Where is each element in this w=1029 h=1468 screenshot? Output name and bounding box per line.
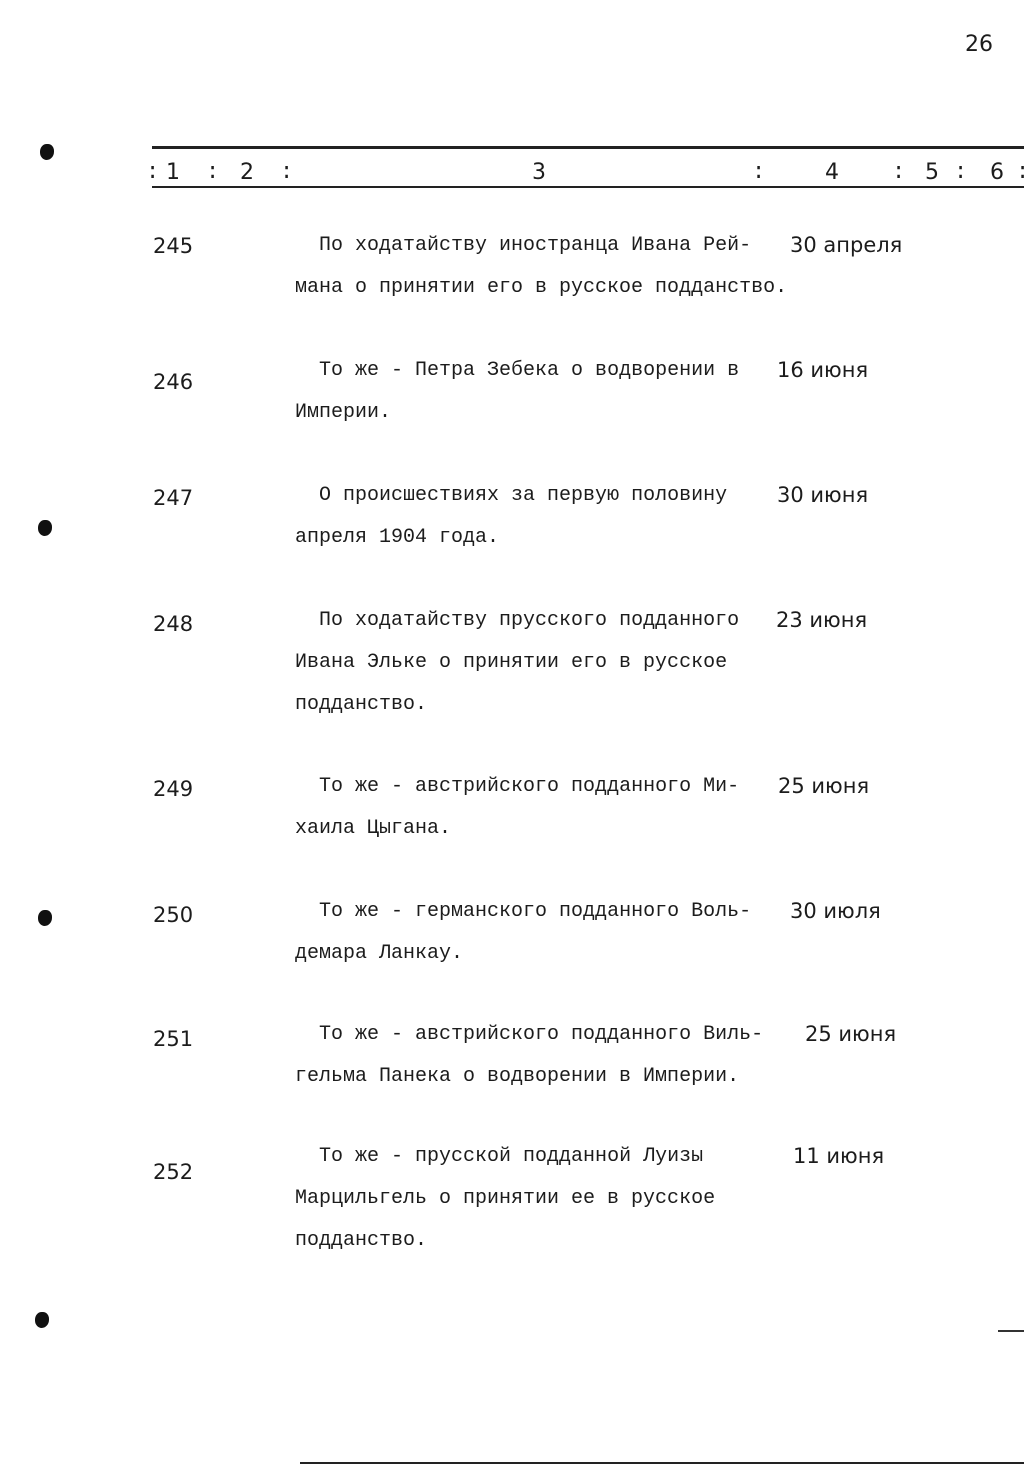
entry-description: О происшествиях за первую половину апреля 1904 года. (295, 484, 728, 549)
column-separator: : (280, 160, 294, 185)
binding-hole (38, 910, 52, 926)
column-number-2: 2 (240, 160, 254, 185)
entry-description: То же - австрийского подданного Ми- хаила Цыгана. (295, 775, 740, 840)
entry-description: То же - прусской подданной Луизы Марцильгель о принятии ее в русское подданство. (295, 1145, 716, 1252)
header-top-rule (152, 146, 1024, 149)
entry-description: То же - Петра Зебека о водворении в Империи. (295, 359, 740, 424)
column-number-3: 3 (532, 160, 546, 185)
column-separator: : (954, 160, 968, 185)
entry-date: 16 июня (777, 358, 869, 382)
entry-date: 30 апреля (790, 233, 903, 257)
column-separator: : (206, 160, 220, 185)
entry-date: 30 июля (790, 899, 881, 923)
entry-description: То же - германского подданного Воль- демара Ланкау. (295, 900, 752, 965)
entry-date: 23 июня (776, 608, 868, 632)
entry-description: По ходатайству иностранца Ивана Рей- мана о принятии его в русское подданство. (295, 234, 788, 299)
page-number: 26 (965, 32, 993, 57)
entry-date: 30 июня (777, 483, 869, 507)
binding-hole (35, 1312, 49, 1328)
entry-number: 250 (153, 903, 194, 927)
entry-number: 251 (153, 1027, 194, 1051)
column-separator: : (752, 160, 766, 185)
entry-description: По ходатайству прусского подданного Ивана Эльке о принятии его в русское подданство. (295, 609, 740, 716)
margin-mark (998, 1330, 1024, 1332)
entry-number: 247 (153, 486, 194, 510)
column-separator: : (892, 160, 906, 185)
entry-number: 246 (153, 370, 194, 394)
binding-hole (40, 144, 54, 160)
entry-number: 249 (153, 777, 194, 801)
entry-date: 25 июня (805, 1022, 897, 1046)
column-separator: : (1016, 160, 1029, 185)
entry-date: 11 июня (793, 1144, 885, 1168)
entry-number: 252 (153, 1160, 194, 1184)
entry-number: 245 (153, 234, 194, 258)
entry-description: То же - австрийского подданного Виль- гельма Панека о водворении в Империи. (295, 1023, 764, 1088)
column-number-5: 5 (925, 160, 939, 185)
entry-number: 248 (153, 612, 194, 636)
column-separator: : (146, 160, 160, 185)
column-number-4: 4 (825, 160, 839, 185)
column-number-1: 1 (166, 160, 180, 185)
entry-date: 25 июня (778, 774, 870, 798)
header-bottom-rule (152, 186, 1024, 188)
footer-rule (300, 1462, 1024, 1464)
column-number-6: 6 (990, 160, 1004, 185)
binding-hole (38, 520, 52, 536)
